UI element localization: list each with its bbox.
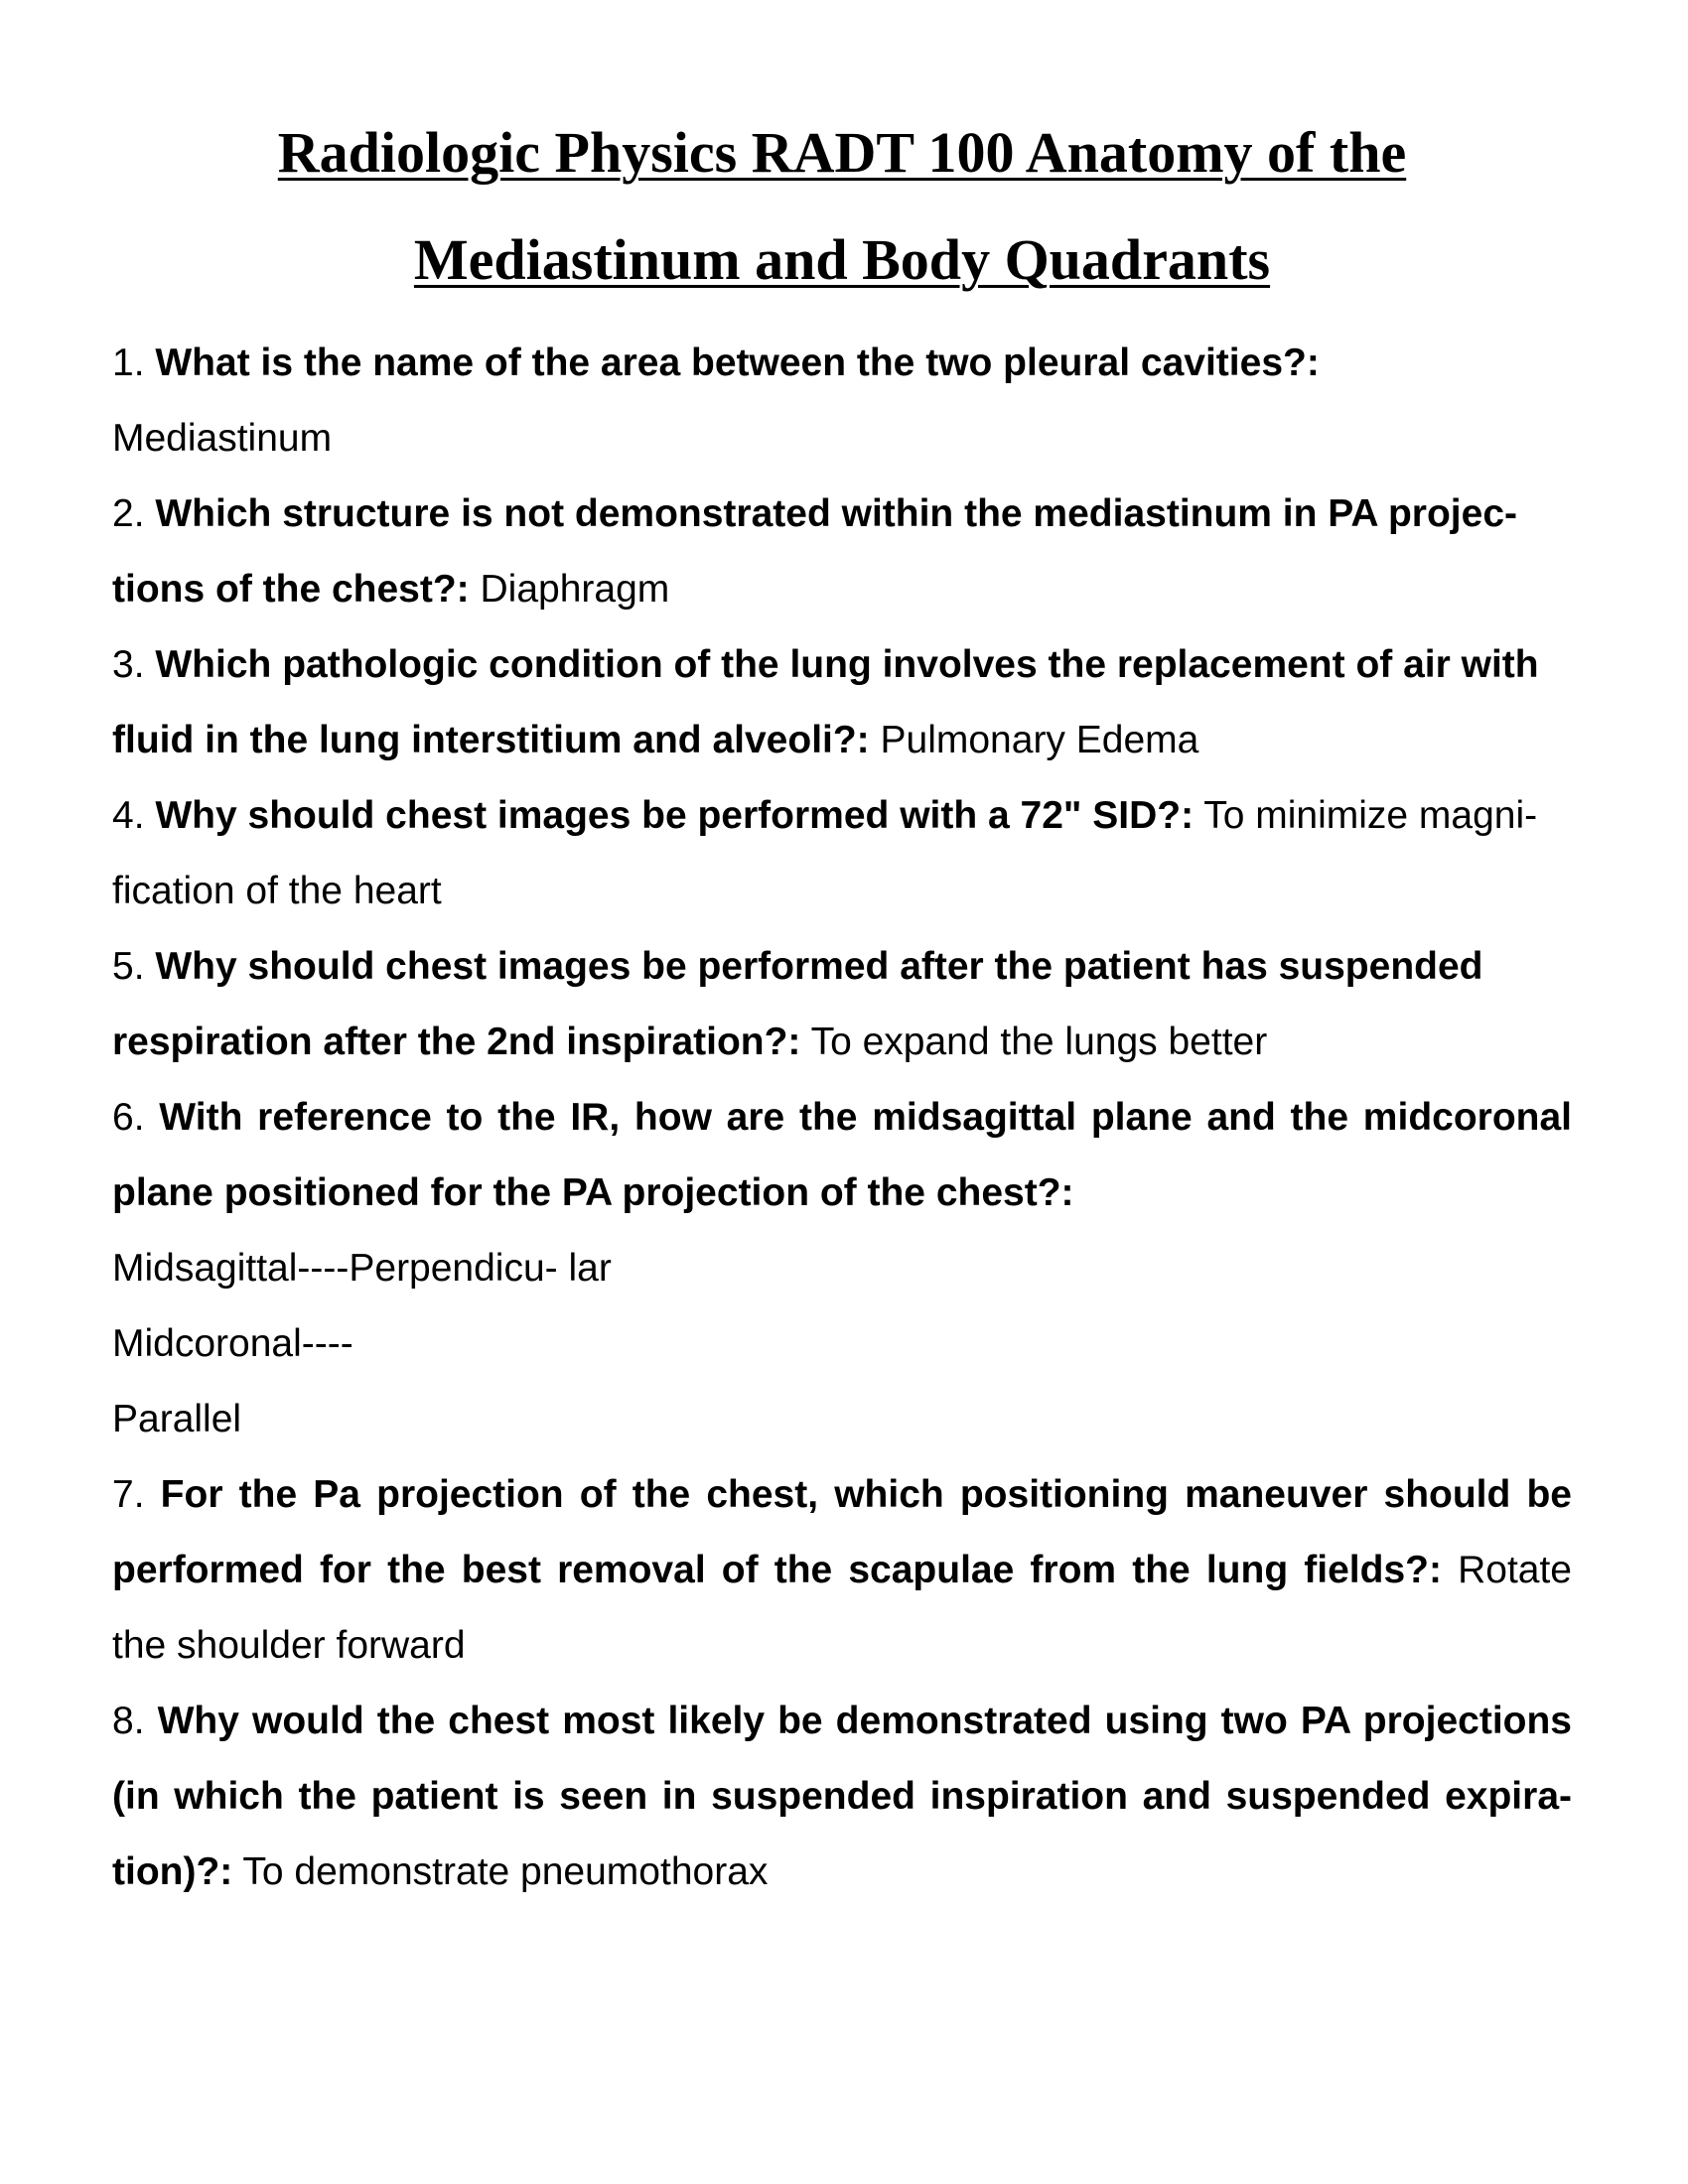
question-text: Why should chest images be performed after the patient has suspended respiration after the 2nd inspiration?:	[112, 945, 1483, 1063]
question-text: What is the name of the area between the two pleural cavities?:	[155, 341, 1320, 384]
question-text: For the Pa projection of the chest, which positioning maneuver should be performed for the best removal of the scapulae from the lung fields?:	[112, 1473, 1572, 1591]
qa-item-3	[112, 627, 1572, 778]
item-number: 3.	[112, 643, 145, 686]
question-text: Why should chest images be performed with a 72" SID?:	[155, 794, 1195, 837]
qa-item-1	[112, 326, 1572, 477]
answer-text: To expand the lungs better	[810, 1021, 1268, 1063]
answer-text: Pulmonary Edema	[880, 719, 1199, 761]
answer-text: Rotate the shoulder forward	[112, 1549, 1572, 1667]
item-number: 6.	[112, 1096, 145, 1139]
answer-text: Mediastinum	[112, 417, 333, 460]
answer-line-3: Parallel	[112, 1398, 242, 1440]
answer-line-2: Midcoronal----	[112, 1322, 353, 1365]
item-number: 1.	[112, 341, 145, 384]
item-number: 7.	[112, 1473, 145, 1516]
question-text: With reference to the IR, how are the midsagittal plane and the midcoronal plane positioned for the PA projection of the chest?:	[112, 1096, 1573, 1214]
title-line-1: Radiologic Physics RADT 100 Anatomy of the	[277, 120, 1407, 185]
item-number: 4.	[112, 794, 145, 837]
item-number: 8.	[112, 1700, 145, 1742]
answer-text: Diaphragm	[480, 568, 670, 611]
qa-item-2	[112, 477, 1572, 627]
document-page	[112, 99, 1572, 1910]
item-number: 5.	[112, 945, 145, 988]
question-text: Which pathologic condition of the lung involves the replacement of air with fluid in the lung interstitium and alveoli?:	[112, 643, 1539, 761]
qa-item-6	[112, 1080, 1572, 1457]
qa-item-7	[112, 1457, 1572, 1684]
answer-text: To demonstrate pneumothorax	[242, 1850, 769, 1893]
question-text: Which structure is not demonstrated within the mediastinum in PA projec- tions of the chest?:	[112, 492, 1518, 611]
question-text: Why would the chest most likely be demonstrated using two PA projections (in which the patient is seen in suspended inspiration and suspended expira- tion)?:	[112, 1700, 1572, 1893]
title-line-2: Mediastinum and Body Quadrants	[413, 227, 1271, 292]
answer-text: To minimize magni- fication of the heart	[112, 794, 1538, 912]
page-title	[112, 99, 1572, 314]
qa-item-4	[112, 778, 1572, 929]
qa-item-5	[112, 929, 1572, 1080]
item-number: 2.	[112, 492, 145, 535]
question-list	[112, 326, 1572, 1910]
qa-item-8	[112, 1684, 1572, 1910]
answer-line-1: Midsagittal----Perpendicu- lar	[112, 1247, 612, 1290]
